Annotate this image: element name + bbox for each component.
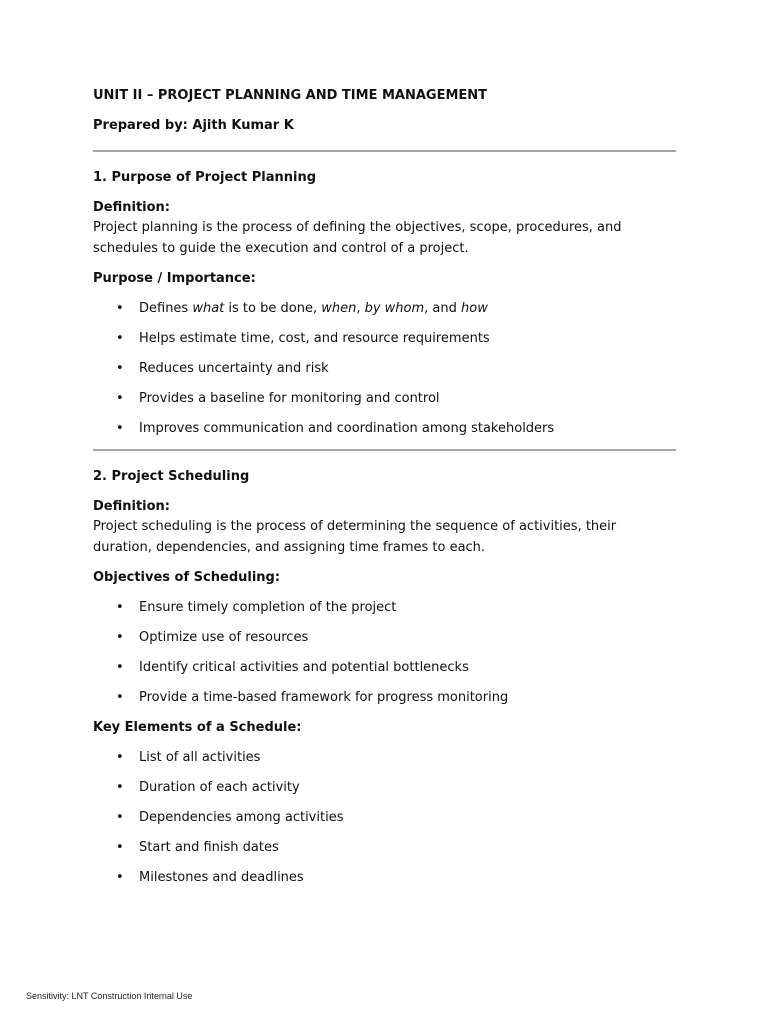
list-item-text: Helps estimate time, cost, and resource requirements bbox=[139, 331, 490, 346]
definition-text: Project scheduling is the process of determining the sequence of activities, their duration, dependencies, and assigning time frames to each. bbox=[93, 519, 617, 555]
list-item-text: Ensure timely completion of the project bbox=[139, 600, 397, 615]
list-item bbox=[93, 359, 676, 379]
definition-label: Definition: bbox=[93, 200, 171, 215]
emphasis-how: how bbox=[461, 301, 488, 316]
section-divider bbox=[93, 449, 676, 451]
list-item bbox=[93, 868, 676, 888]
purpose-label: Purpose / Importance: bbox=[93, 271, 256, 286]
definition-label: Definition: bbox=[93, 499, 171, 514]
sensitivity-footer: Sensitivity: LNT Construction Internal Use bbox=[26, 991, 193, 1001]
list-item bbox=[93, 688, 676, 708]
bullet-icon: • bbox=[116, 870, 124, 885]
bullet-icon: • bbox=[116, 361, 124, 376]
bullet-icon: • bbox=[116, 690, 124, 705]
list-item bbox=[93, 389, 676, 409]
list-item-text: Dependencies among activities bbox=[139, 810, 344, 825]
list-item-text: Start and finish dates bbox=[139, 840, 279, 855]
objectives-label: Objectives of Scheduling: bbox=[93, 570, 281, 585]
bullet-icon: • bbox=[116, 780, 124, 795]
list-item bbox=[93, 419, 676, 439]
list-item bbox=[93, 778, 676, 798]
definition-text: Project planning is the process of defining the objectives, scope, procedures, and schedules to guide the execution and control of a project. bbox=[93, 220, 622, 256]
document-body bbox=[93, 86, 676, 898]
list-item-text: Reduces uncertainty and risk bbox=[139, 361, 329, 376]
bullet-icon: • bbox=[116, 750, 124, 765]
list-item bbox=[93, 598, 676, 618]
section-divider bbox=[93, 150, 676, 152]
list-item-text bbox=[139, 301, 488, 316]
list-item bbox=[93, 838, 676, 858]
list-item bbox=[93, 628, 676, 648]
text-run: , bbox=[356, 301, 365, 316]
section-purpose-of-planning bbox=[93, 168, 676, 439]
section-heading: 1. Purpose of Project Planning bbox=[93, 170, 317, 185]
text-run: , and bbox=[424, 301, 462, 316]
text-run: is to be done, bbox=[224, 301, 322, 316]
text-run: Defines bbox=[139, 301, 193, 316]
objectives-list bbox=[93, 598, 676, 708]
bullet-icon: • bbox=[116, 421, 124, 436]
bullet-icon: • bbox=[116, 660, 124, 675]
document-author: Prepared by: Ajith Kumar K bbox=[93, 118, 294, 133]
list-item bbox=[93, 299, 676, 319]
emphasis-what: what bbox=[192, 301, 225, 316]
bullet-icon: • bbox=[116, 301, 124, 316]
emphasis-by-whom: by whom bbox=[364, 301, 425, 316]
list-item bbox=[93, 329, 676, 349]
emphasis-when: when bbox=[321, 301, 357, 316]
list-item bbox=[93, 748, 676, 768]
key-elements-label: Key Elements of a Schedule: bbox=[93, 720, 302, 735]
key-elements-list bbox=[93, 748, 676, 888]
list-item-text: Identify critical activities and potential bottlenecks bbox=[139, 660, 469, 675]
section-project-scheduling bbox=[93, 467, 676, 888]
purpose-list bbox=[93, 299, 676, 439]
bullet-icon: • bbox=[116, 600, 124, 615]
list-item-text: Optimize use of resources bbox=[139, 630, 309, 645]
bullet-icon: • bbox=[116, 840, 124, 855]
bullet-icon: • bbox=[116, 391, 124, 406]
list-item-text: List of all activities bbox=[139, 750, 261, 765]
list-item-text: Provide a time-based framework for progress monitoring bbox=[139, 690, 509, 705]
list-item-text: Duration of each activity bbox=[139, 780, 300, 795]
bullet-icon: • bbox=[116, 630, 124, 645]
document-title: UNIT II – PROJECT PLANNING AND TIME MANAGEMENT bbox=[93, 88, 488, 103]
list-item-text: Provides a baseline for monitoring and control bbox=[139, 391, 440, 406]
section-heading: 2. Project Scheduling bbox=[93, 469, 250, 484]
list-item bbox=[93, 808, 676, 828]
bullet-icon: • bbox=[116, 810, 124, 825]
list-item-text: Milestones and deadlines bbox=[139, 870, 304, 885]
list-item-text: Improves communication and coordination among stakeholders bbox=[139, 421, 555, 436]
bullet-icon: • bbox=[116, 331, 124, 346]
list-item bbox=[93, 658, 676, 678]
